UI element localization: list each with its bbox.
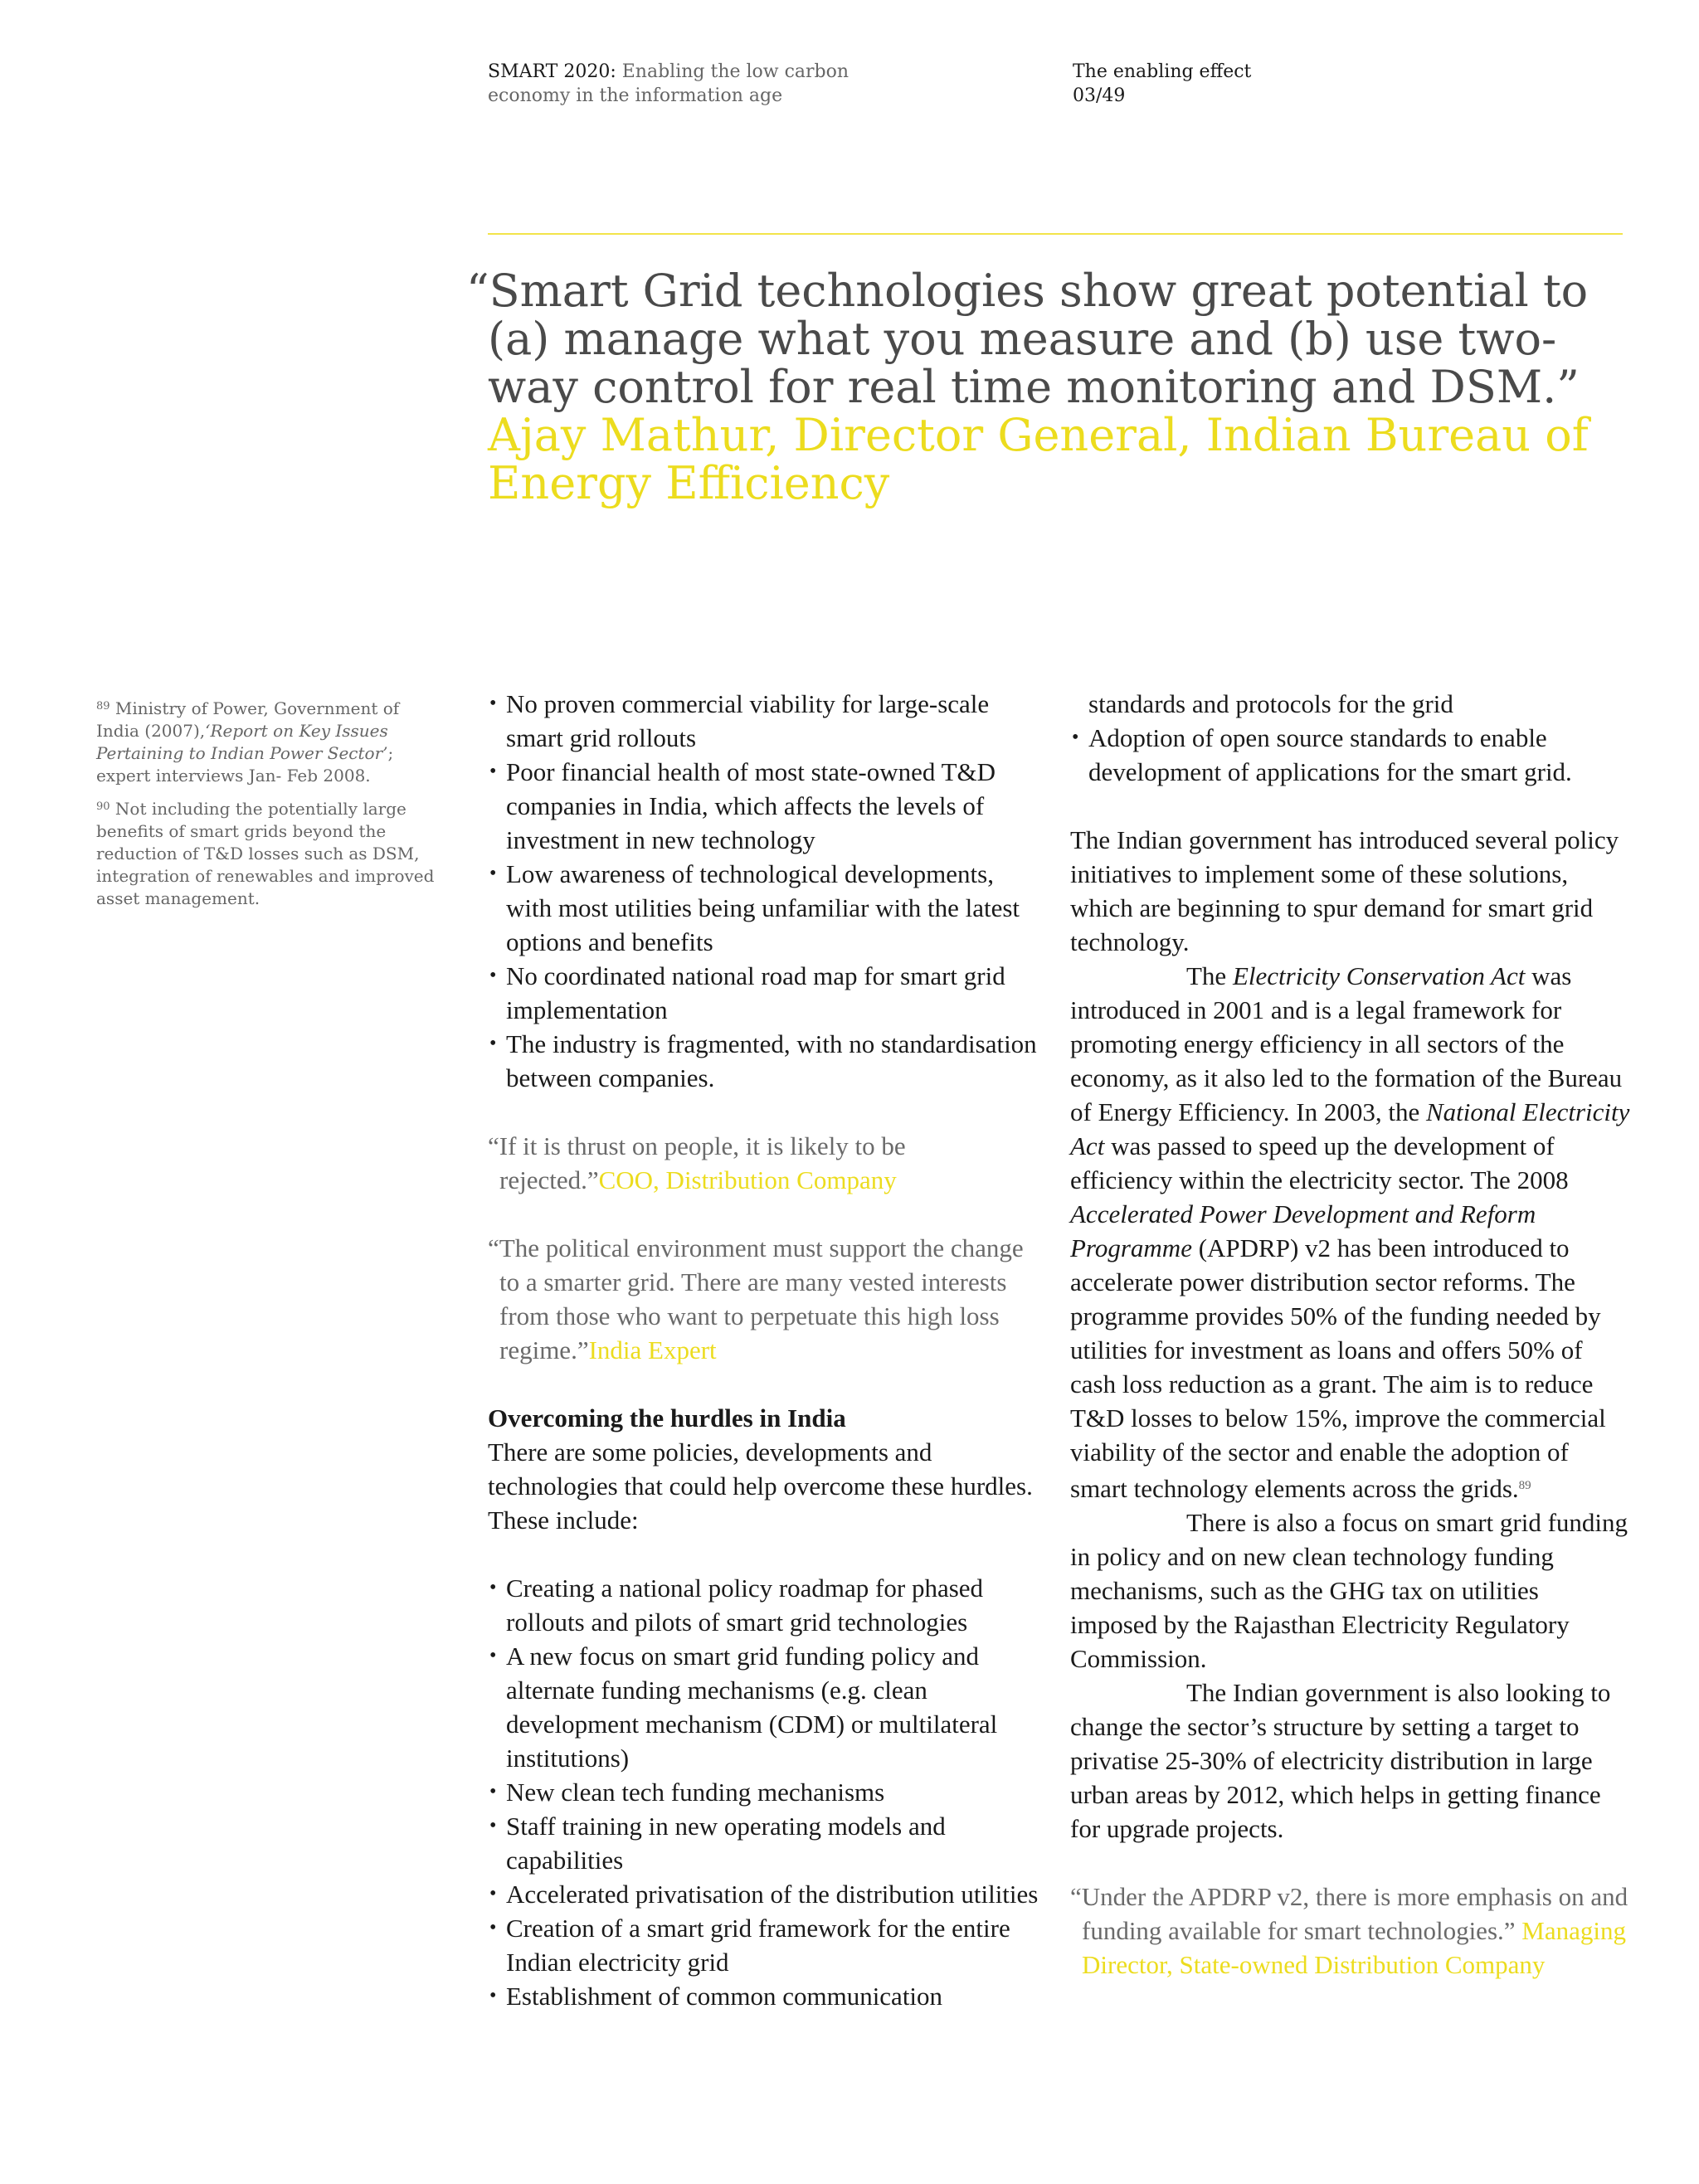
- section-title: The enabling effect: [1073, 61, 1252, 82]
- yellow-divider: [488, 233, 1623, 235]
- footnote-89: $^{89}$ Ministry of Power, Government of India (2007),‘Report on Key Issues Pertaining to Indian Power Sector’; expert interviews Jan- Feb 2008.: [96, 698, 400, 786]
- list-item: • The industry is fragmented, with no standardisation between companies.: [488, 1027, 1044, 1095]
- quote-attribution: India Expert: [588, 1335, 717, 1364]
- quote-attribution: COO, Distribution Company: [598, 1165, 897, 1194]
- list-item: • Adoption of open source standards to enable development of applications for the smart grid.: [1070, 721, 1631, 789]
- footnote-reference: 89: [1518, 1479, 1531, 1492]
- publication-subtitle-line2: economy in the information age: [488, 85, 783, 106]
- quote-coo: “If it is thrust on people, it is likely to be rejected.”COO, Distribution Company: [488, 1131, 906, 1194]
- list-item: • Accelerated privatisation of the distribution utilities: [488, 1877, 1044, 1911]
- list-item: • A new focus on smart grid funding policy and alternate funding mechanisms (e.g. clean development mechanism (CDM) or multilateral institutions): [488, 1639, 1044, 1775]
- paragraph: The Indian government is also looking to change the sector’s structure by setting a target to privatise 25-30% of electricity distribution in large urban areas by 2012, which helps in getting finance for upgrade projects.: [1070, 1678, 1611, 1843]
- page-number: 03/49: [1073, 85, 1126, 106]
- list-item: • New clean tech funding mechanisms: [488, 1775, 1044, 1809]
- footnote-90: $^{90}$ Not including the potentially large benefits of smart grids beyond the reduction of T&D losses such as DSM, integration of renewables and improved asset management.: [96, 799, 435, 908]
- right-column: [1070, 687, 1631, 1982]
- list-item: • No proven commercial viability for large-scale smart grid rollouts: [488, 687, 1044, 755]
- pull-quote-text: “Smart Grid technologies show great potential to (a) manage what you measure and (b) use two-way control for real time monitoring and DSM.”: [466, 265, 1589, 413]
- pull-quote: [466, 265, 1591, 509]
- list-item: • Creation of a smart grid framework for the entire Indian electricity grid: [488, 1911, 1044, 1979]
- list-item-continued: standards and protocols for the grid: [1088, 689, 1453, 718]
- solutions-list: [488, 1571, 1044, 2013]
- solutions-list-continued: [1070, 721, 1631, 789]
- publication-series: SMART 2020:: [488, 61, 616, 82]
- quote-attribution: Managing Director, State-owned Distribution Company: [1082, 1916, 1626, 1979]
- header-publication: [488, 60, 952, 108]
- list-item: • Staff training in new operating models and capabilities: [488, 1809, 1044, 1877]
- publication-subtitle-line1: Enabling the low carbon: [616, 61, 850, 82]
- section-intro: There are some policies, developments and technologies that could help overcome these hurdles. These include:: [488, 1437, 1033, 1535]
- quote-managing-director: “Under the APDRP v2, there is more emphasis on and funding available for smart technologies.” Managing Director, State-owned Distribution Company: [1070, 1882, 1628, 1979]
- footnote-number: 90: [96, 800, 110, 813]
- pull-quote-attribution: Ajay Mathur, Director General, Indian Bureau of Energy Efficiency: [488, 409, 1589, 509]
- hurdles-list: [488, 687, 1044, 1095]
- section-heading: Overcoming the hurdles in India: [488, 1403, 846, 1432]
- paragraph: The Electricity Conservation Act was introduced in 2001 and is a legal framework for promoting energy efficiency in all sectors of the economy, as it also led to the formation of the Bureau of Energy Efficiency. In 2003, the National Electricity Act was passed to speed up the development of efficiency within the electricity sector. The 2008 Accelerated Power Development and Reform Programme (APDRP) v2 has been introduced to accelerate power distribution sector reforms. The programme provides 50% of the funding needed by utilities for investment as loans and offers 50% of cash loss reduction as a grant. The aim is to reduce T&D losses to below 15%, improve the commercial viability of the sector and enable the adoption of smart technology elements across the grids.$^{89}$: [1070, 961, 1630, 1503]
- list-item: • Low awareness of technological developments, with most utilities being unfamiliar with the latest options and benefits: [488, 857, 1044, 959]
- quote-india-expert: “The political environment must support the change to a smarter grid. There are many vested interests from those who want to perpetuate this high loss regime.”India Expert: [488, 1233, 1024, 1364]
- footnotes: [96, 695, 445, 918]
- list-item: • No coordinated national road map for smart grid implementation: [488, 959, 1044, 1027]
- list-item: • Establishment of common communication: [488, 1979, 1044, 2013]
- left-column: [488, 687, 1044, 2013]
- header-section: [1073, 60, 1537, 108]
- paragraph: There is also a focus on smart grid funding in policy and on new clean technology funding mechanisms, such as the GHG tax on utilities imposed by the Rajasthan Electricity Regulatory Commission.: [1070, 1508, 1628, 1673]
- list-item: • Poor financial health of most state-owned T&D companies in India, which affects the levels of investment in new technology: [488, 755, 1044, 857]
- footnote-number: 89: [96, 700, 110, 713]
- list-item: • Creating a national policy roadmap for phased rollouts and pilots of smart grid technologies: [488, 1571, 1044, 1639]
- paragraph: The Indian government has introduced several policy initiatives to implement some of these solutions, which are beginning to spur demand for smart grid technology.: [1070, 825, 1619, 956]
